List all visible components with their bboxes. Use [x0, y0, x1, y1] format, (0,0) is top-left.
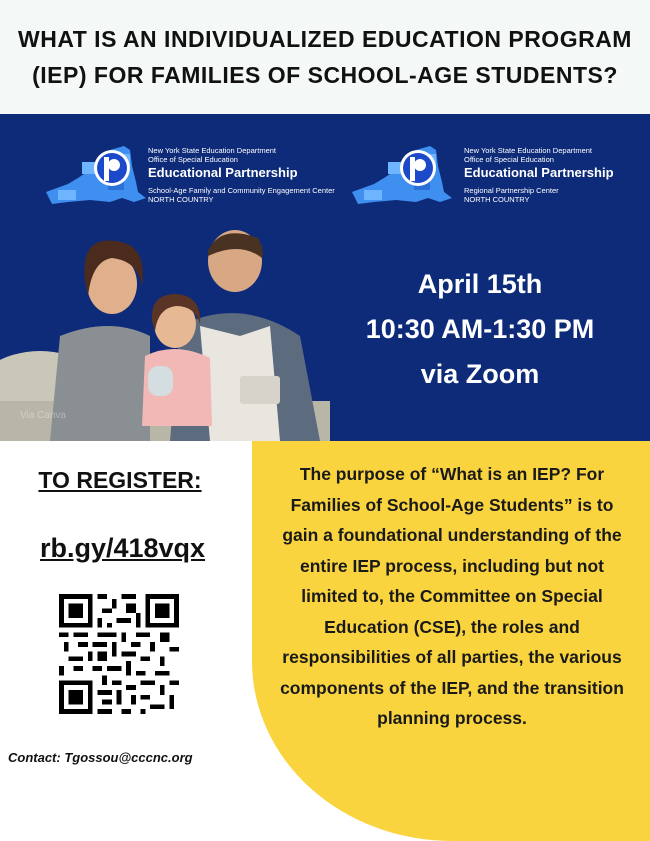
title-line-1: WHAT IS AN INDIVIDUALIZED EDUCATION PROGRAM: [18, 26, 632, 52]
event-venue: via Zoom: [420, 359, 540, 389]
registration-qr-code[interactable]: [59, 594, 179, 714]
purpose-description: The purpose of “What is an IEP? For Families of School-Age Students” is to gain a foundational understanding of the entire IEP process, including but not limited to, the Committee on Special Education (CSE), the roles and responsibilities of all parties, the various components of the IEP, and the transition planning process.: [280, 464, 624, 728]
registration-link[interactable]: rb.gy/418vqx: [39, 533, 206, 563]
logo-name: Educational Partnership: [148, 165, 298, 180]
logo-family-engagement-center: [38, 140, 335, 220]
logo-regional-partnership-center: [344, 140, 634, 220]
logo-center: School-Age Family and Community Engagement Center: [148, 186, 335, 195]
new-york-state-logo-icon: [38, 140, 148, 220]
logo-center: Regional Partnership Center: [464, 186, 559, 195]
logo-region: NORTH COUNTRY: [148, 195, 214, 204]
event-banner: [0, 114, 650, 441]
logo-dept: New York State Education Department: [464, 146, 592, 155]
new-york-state-logo-icon: [344, 140, 454, 220]
logo-region: NORTH COUNTRY: [464, 195, 530, 204]
title-line-2: (IEP) FOR FAMILIES OF SCHOOL-AGE STUDENTS?: [32, 62, 618, 88]
register-heading: TO REGISTER:: [38, 467, 202, 493]
contact-email[interactable]: Contact: Tgossou@cccnc.org: [8, 750, 193, 765]
registration-panel: [0, 441, 245, 841]
family-photo: [0, 226, 330, 441]
logo-dept: New York State Education Department: [148, 146, 276, 155]
event-date: April 15th: [417, 269, 543, 299]
event-details: [340, 262, 620, 397]
purpose-panel: [252, 441, 650, 841]
logo-office: Office of Special Education: [148, 155, 238, 164]
logo-office: Office of Special Education: [464, 155, 554, 164]
title-header: [0, 0, 650, 114]
photo-credit: Via Canva: [20, 410, 66, 421]
event-time: 10:30 AM-1:30 PM: [365, 314, 595, 344]
logo-name: Educational Partnership: [464, 165, 614, 180]
